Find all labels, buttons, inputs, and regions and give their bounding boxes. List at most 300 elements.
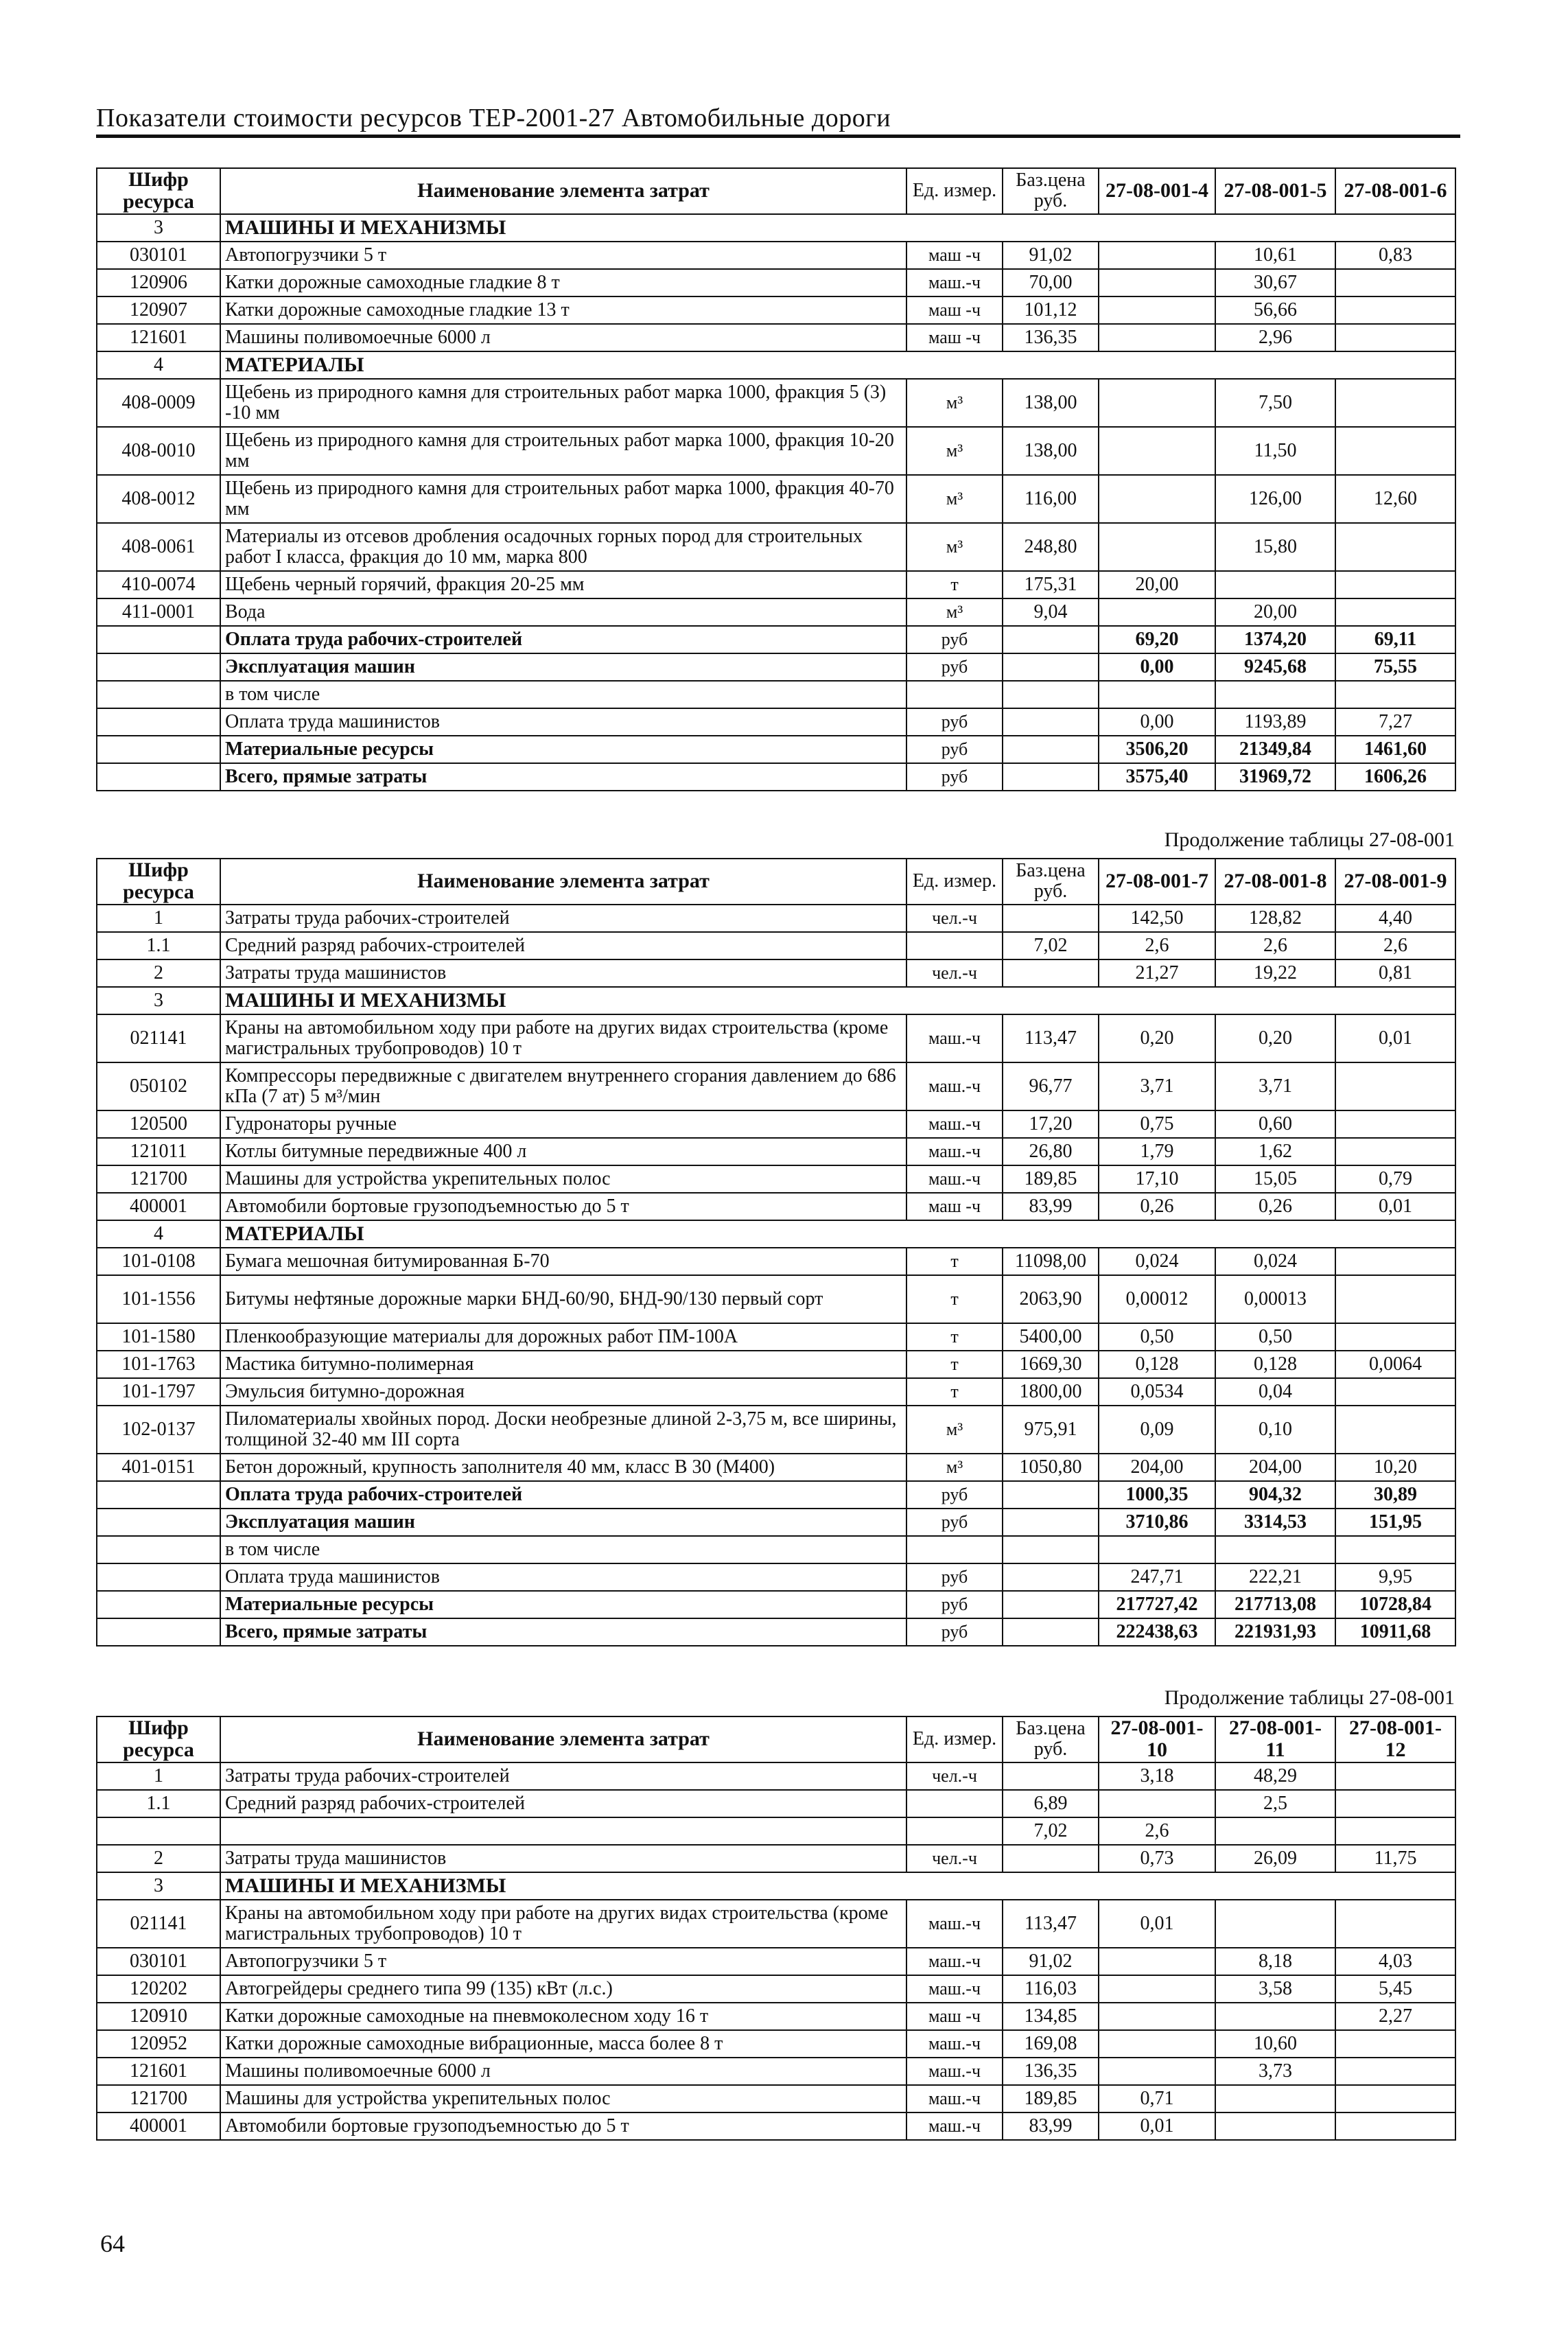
table-row	[97, 1275, 1455, 1323]
row-value-2: 0,024	[1215, 1248, 1335, 1275]
row-name: Бумага мешочная битумированная Б-70	[220, 1248, 906, 1275]
row-value-3	[1335, 1275, 1455, 1323]
section-row	[97, 987, 1455, 1014]
table-row	[97, 905, 1455, 932]
row-name: Автопогрузчики 5 т	[220, 1948, 906, 1975]
row-unit: м³	[906, 379, 1003, 427]
row-value-3: 2,27	[1335, 2003, 1455, 2030]
row-value-2: 0,10	[1215, 1406, 1335, 1454]
row-value-3	[1335, 1790, 1455, 1817]
row-name: Катки дорожные самоходные на пневмоколесном ходу 16 т	[220, 2003, 906, 2030]
row-value-1: 0,0534	[1099, 1378, 1215, 1406]
header-name: Наименование элемента затрат	[220, 859, 906, 905]
summary-value-3: 9,95	[1335, 1563, 1455, 1591]
row-value-1: 0,50	[1099, 1323, 1215, 1351]
summary-name: Эксплуатация машин	[220, 653, 906, 681]
row-unit: маш.-ч	[906, 269, 1003, 296]
row-value-3: 0,83	[1335, 242, 1455, 269]
row-code: 408-0061	[97, 523, 220, 571]
header-unit: Ед. измер.	[906, 1716, 1003, 1762]
row-value-1: 0,024	[1099, 1248, 1215, 1275]
summary-row	[97, 1536, 1455, 1563]
table-row	[97, 2112, 1455, 2140]
summary-name: Оплата труда машинистов	[220, 1563, 906, 1591]
summary-value-1: 1000,35	[1099, 1481, 1215, 1509]
row-code: 4	[97, 351, 220, 379]
row-unit: м³	[906, 427, 1003, 475]
row-value-2: 2,6	[1215, 932, 1335, 959]
summary-name: Всего, прямые затраты	[220, 1618, 906, 1646]
row-price: 134,85	[1003, 2003, 1099, 2030]
summary-row	[97, 1618, 1455, 1646]
summary-code	[97, 681, 220, 708]
row-price: 975,91	[1003, 1406, 1099, 1454]
row-value-2: 0,60	[1215, 1110, 1335, 1138]
row-value-2: 56,66	[1215, 296, 1335, 324]
table-row	[97, 1762, 1455, 1790]
row-code: 410-0074	[97, 571, 220, 598]
section-title: МАШИНЫ И МЕХАНИЗМЫ	[220, 1872, 1455, 1900]
summary-unit: руб	[906, 763, 1003, 791]
summary-unit: руб	[906, 1509, 1003, 1536]
row-code: 050102	[97, 1062, 220, 1110]
table-row	[97, 1900, 1455, 1948]
summary-price	[1003, 681, 1099, 708]
row-price: 101,12	[1003, 296, 1099, 324]
row-value-1: 0,09	[1099, 1406, 1215, 1454]
row-value-3: 0,0064	[1335, 1351, 1455, 1378]
row-code: 120202	[97, 1975, 220, 2003]
row-code: 3	[97, 214, 220, 242]
row-price: 116,03	[1003, 1975, 1099, 2003]
row-unit: маш.-ч	[906, 1110, 1003, 1138]
summary-name: Всего, прямые затраты	[220, 763, 906, 791]
row-value-3	[1335, 523, 1455, 571]
row-price	[1003, 959, 1099, 987]
row-value-3: 5,45	[1335, 1975, 1455, 2003]
header-row	[97, 168, 1455, 214]
table-row	[97, 959, 1455, 987]
row-name: Автогрейдеры среднего типа 99 (135) кВт (л.с.)	[220, 1975, 906, 2003]
row-code: 102-0137	[97, 1406, 220, 1454]
row-value-1: 0,75	[1099, 1110, 1215, 1138]
row-value-3: 4,40	[1335, 905, 1455, 932]
row-code	[97, 1817, 220, 1845]
row-name: Катки дорожные самоходные вибрационные, масса более 8 т	[220, 2030, 906, 2058]
row-value-3	[1335, 1062, 1455, 1110]
row-price: 169,08	[1003, 2030, 1099, 2058]
row-value-2	[1215, 571, 1335, 598]
summary-value-1: 222438,63	[1099, 1618, 1215, 1646]
header-row	[97, 859, 1455, 905]
row-value-1	[1099, 427, 1215, 475]
table-row	[97, 2085, 1455, 2112]
row-code: 121700	[97, 2085, 220, 2112]
row-value-2: 48,29	[1215, 1762, 1335, 1790]
row-code: 3	[97, 987, 220, 1014]
row-value-1	[1099, 2003, 1215, 2030]
summary-price	[1003, 1618, 1099, 1646]
row-value-3: 0,81	[1335, 959, 1455, 987]
row-value-1	[1099, 523, 1215, 571]
page-number: 64	[100, 2230, 125, 2257]
row-value-3	[1335, 1378, 1455, 1406]
row-value-3	[1335, 1323, 1455, 1351]
summary-code	[97, 736, 220, 763]
header-unit: Ед. измер.	[906, 859, 1003, 905]
row-value-1	[1099, 296, 1215, 324]
summary-unit: руб	[906, 708, 1003, 736]
table-row	[97, 523, 1455, 571]
table-row	[97, 427, 1455, 475]
summary-unit: руб	[906, 1481, 1003, 1509]
row-code: 120500	[97, 1110, 220, 1138]
summary-name: в том числе	[220, 1536, 906, 1563]
row-unit: м³	[906, 475, 1003, 523]
row-value-3	[1335, 427, 1455, 475]
row-value-2: 30,67	[1215, 269, 1335, 296]
row-price: 83,99	[1003, 2112, 1099, 2140]
row-code: 101-1556	[97, 1275, 220, 1323]
row-unit: маш -ч	[906, 296, 1003, 324]
row-value-1	[1099, 269, 1215, 296]
row-unit: маш.-ч	[906, 1900, 1003, 1948]
row-code: 101-1580	[97, 1323, 220, 1351]
row-value-3	[1335, 1817, 1455, 1845]
summary-value-2: 9245,68	[1215, 653, 1335, 681]
row-value-3: 4,03	[1335, 1948, 1455, 1975]
row-name: Машины для устройства укрепительных полос	[220, 1165, 906, 1193]
row-unit: т	[906, 1323, 1003, 1351]
row-price: 2063,90	[1003, 1275, 1099, 1323]
table-row	[97, 1138, 1455, 1165]
header-norm-3: 27-08-001-6	[1335, 168, 1455, 214]
summary-price	[1003, 1509, 1099, 1536]
row-price: 136,35	[1003, 2058, 1099, 2085]
summary-value-1: 247,71	[1099, 1563, 1215, 1591]
row-name: Щебень из природного камня для строительных работ марка 1000, фракция 10-20 мм	[220, 427, 906, 475]
table-row	[97, 1817, 1455, 1845]
row-code: 120910	[97, 2003, 220, 2030]
row-code: 4	[97, 1220, 220, 1248]
summary-name: Эксплуатация машин	[220, 1509, 906, 1536]
row-unit: чел.-ч	[906, 1762, 1003, 1790]
summary-value-2: 31969,72	[1215, 763, 1335, 791]
summary-value-2: 1193,89	[1215, 708, 1335, 736]
summary-unit: руб	[906, 1563, 1003, 1591]
table-row	[97, 932, 1455, 959]
row-value-2	[1215, 2003, 1335, 2030]
summary-unit: руб	[906, 653, 1003, 681]
summary-value-3: 30,89	[1335, 1481, 1455, 1509]
section-title: МАШИНЫ И МЕХАНИЗМЫ	[220, 214, 1455, 242]
row-unit: маш.-ч	[906, 1948, 1003, 1975]
row-value-2: 15,05	[1215, 1165, 1335, 1193]
row-name: Автопогрузчики 5 т	[220, 242, 906, 269]
summary-value-2: 221931,93	[1215, 1618, 1335, 1646]
summary-code	[97, 763, 220, 791]
summary-value-1: 3575,40	[1099, 763, 1215, 791]
row-code: 120952	[97, 2030, 220, 2058]
row-unit	[906, 932, 1003, 959]
row-name: Гудронаторы ручные	[220, 1110, 906, 1138]
resource-table-3	[96, 1716, 1456, 2141]
row-value-1: 2,6	[1099, 932, 1215, 959]
row-price: 138,00	[1003, 379, 1099, 427]
row-value-2: 3,73	[1215, 2058, 1335, 2085]
row-price: 83,99	[1003, 1193, 1099, 1220]
row-unit: маш -ч	[906, 324, 1003, 351]
resource-table-1	[96, 167, 1456, 791]
summary-value-1: 0,00	[1099, 653, 1215, 681]
row-unit	[906, 1817, 1003, 1845]
row-value-1	[1099, 1948, 1215, 1975]
row-value-3: 2,6	[1335, 932, 1455, 959]
row-price: 248,80	[1003, 523, 1099, 571]
row-code: 030101	[97, 1948, 220, 1975]
row-value-2: 20,00	[1215, 598, 1335, 626]
row-unit: маш.-ч	[906, 1165, 1003, 1193]
summary-price	[1003, 736, 1099, 763]
summary-value-3: 10911,68	[1335, 1618, 1455, 1646]
summary-value-3: 69,11	[1335, 626, 1455, 653]
summary-unit	[906, 1536, 1003, 1563]
table-row	[97, 1790, 1455, 1817]
summary-value-1: 3710,86	[1099, 1509, 1215, 1536]
row-price: 113,47	[1003, 1014, 1099, 1062]
summary-value-3: 75,55	[1335, 653, 1455, 681]
row-value-3	[1335, 2030, 1455, 2058]
row-name: Машины поливомоечные 6000 л	[220, 2058, 906, 2085]
row-name: Пиломатериалы хвойных пород. Доски необрезные длиной 2-3,75 м, все ширины, толщиной 32-40 мм III сорта	[220, 1406, 906, 1454]
row-price: 113,47	[1003, 1900, 1099, 1948]
row-value-1	[1099, 1975, 1215, 2003]
table-row	[97, 1454, 1455, 1481]
summary-unit: руб	[906, 626, 1003, 653]
summary-name: в том числе	[220, 681, 906, 708]
row-price: 136,35	[1003, 324, 1099, 351]
summary-row	[97, 1509, 1455, 1536]
header-price: Баз.цена руб.	[1003, 168, 1099, 214]
row-value-1: 0,71	[1099, 2085, 1215, 2112]
row-unit: маш.-ч	[906, 1014, 1003, 1062]
summary-unit: руб	[906, 736, 1003, 763]
row-code: 121601	[97, 2058, 220, 2085]
row-value-2: 0,20	[1215, 1014, 1335, 1062]
row-price: 116,00	[1003, 475, 1099, 523]
row-name: Бетон дорожный, крупность заполнителя 40 мм, класс В 30 (М400)	[220, 1454, 906, 1481]
continuation-note-1: Продолжение таблицы 27-08-001	[1164, 828, 1455, 851]
row-unit: т	[906, 1248, 1003, 1275]
summary-price	[1003, 1563, 1099, 1591]
table-row	[97, 2003, 1455, 2030]
row-name: Битумы нефтяные дорожные марки БНД-60/90, БНД-90/130 первый сорт	[220, 1275, 906, 1323]
row-value-3	[1335, 324, 1455, 351]
row-value-3	[1335, 1900, 1455, 1948]
header-norm-2: 27-08-001-8	[1215, 859, 1335, 905]
table-row	[97, 598, 1455, 626]
summary-value-2: 1374,20	[1215, 626, 1335, 653]
header-rule	[96, 135, 1460, 138]
header-name: Наименование элемента затрат	[220, 168, 906, 214]
row-code: 3	[97, 1872, 220, 1900]
row-name: Эмульсия битумно-дорожная	[220, 1378, 906, 1406]
row-price: 1669,30	[1003, 1351, 1099, 1378]
header-unit: Ед. измер.	[906, 168, 1003, 214]
row-value-2: 11,50	[1215, 427, 1335, 475]
row-code: 121011	[97, 1138, 220, 1165]
row-value-3: 0,01	[1335, 1014, 1455, 1062]
row-code: 101-1797	[97, 1378, 220, 1406]
row-value-1: 204,00	[1099, 1454, 1215, 1481]
row-name: Материалы из отсевов дробления осадочных горных пород для строительных работ I класса, фракция до 10 мм, марка 800	[220, 523, 906, 571]
header-price: Баз.цена руб.	[1003, 1716, 1099, 1762]
row-value-2: 0,26	[1215, 1193, 1335, 1220]
summary-value-2: 904,32	[1215, 1481, 1335, 1509]
row-unit: т	[906, 571, 1003, 598]
row-name: Средний разряд рабочих-строителей	[220, 1790, 906, 1817]
row-name: Автомобили бортовые грузоподъемностью до 5 т	[220, 2112, 906, 2140]
continuation-note-2: Продолжение таблицы 27-08-001	[1164, 1686, 1455, 1709]
row-value-1: 0,01	[1099, 1900, 1215, 1948]
row-price: 91,02	[1003, 242, 1099, 269]
row-unit: маш.-ч	[906, 1062, 1003, 1110]
summary-price	[1003, 653, 1099, 681]
row-value-2: 8,18	[1215, 1948, 1335, 1975]
row-name: Затраты труда машинистов	[220, 959, 906, 987]
row-value-2: 0,128	[1215, 1351, 1335, 1378]
row-value-1: 3,18	[1099, 1762, 1215, 1790]
summary-value-3	[1335, 1536, 1455, 1563]
row-name: Машины для устройства укрепительных полос	[220, 2085, 906, 2112]
summary-value-1	[1099, 681, 1215, 708]
table-row	[97, 1014, 1455, 1062]
table-row	[97, 2058, 1455, 2085]
table-row	[97, 1248, 1455, 1275]
summary-name: Оплата труда рабочих-строителей	[220, 1481, 906, 1509]
section-row	[97, 1872, 1455, 1900]
row-name: Вода	[220, 598, 906, 626]
summary-unit: руб	[906, 1591, 1003, 1618]
table-row	[97, 1165, 1455, 1193]
row-unit: м³	[906, 1454, 1003, 1481]
row-price: 9,04	[1003, 598, 1099, 626]
row-value-2: 10,60	[1215, 2030, 1335, 2058]
table-3-container	[96, 1716, 1455, 2141]
row-value-2	[1215, 2085, 1335, 2112]
table-row	[97, 1062, 1455, 1110]
row-unit: маш.-ч	[906, 2112, 1003, 2140]
table-row	[97, 1975, 1455, 2003]
summary-value-1: 0,00	[1099, 708, 1215, 736]
header-norm-1: 27-08-001-4	[1099, 168, 1215, 214]
row-name: Котлы битумные передвижные 400 л	[220, 1138, 906, 1165]
row-code: 121601	[97, 324, 220, 351]
header-norm-2: 27-08-001-5	[1215, 168, 1335, 214]
row-code: 400001	[97, 1193, 220, 1220]
row-unit: маш -ч	[906, 1193, 1003, 1220]
row-name: Пленкообразующие материалы для дорожных работ ПМ-100А	[220, 1323, 906, 1351]
row-code: 101-1763	[97, 1351, 220, 1378]
row-code: 120907	[97, 296, 220, 324]
row-value-3: 11,75	[1335, 1845, 1455, 1872]
row-value-1: 0,128	[1099, 1351, 1215, 1378]
row-value-3	[1335, 1248, 1455, 1275]
row-value-1: 0,20	[1099, 1014, 1215, 1062]
row-value-3	[1335, 1110, 1455, 1138]
row-code: 2	[97, 959, 220, 987]
summary-price	[1003, 1591, 1099, 1618]
summary-value-1: 69,20	[1099, 626, 1215, 653]
row-price: 26,80	[1003, 1138, 1099, 1165]
summary-code	[97, 653, 220, 681]
row-price: 189,85	[1003, 1165, 1099, 1193]
summary-value-3: 151,95	[1335, 1509, 1455, 1536]
page-header: Показатели стоимости ресурсов ТЕР-2001-27 Автомобильные дороги	[96, 104, 891, 132]
row-value-1: 0,26	[1099, 1193, 1215, 1220]
row-unit: т	[906, 1275, 1003, 1323]
table-1-container	[96, 167, 1455, 791]
row-value-3: 12,60	[1335, 475, 1455, 523]
summary-value-3	[1335, 681, 1455, 708]
summary-value-3: 1461,60	[1335, 736, 1455, 763]
summary-name: Материальные ресурсы	[220, 736, 906, 763]
row-value-1	[1099, 475, 1215, 523]
row-value-3	[1335, 1138, 1455, 1165]
table-row	[97, 379, 1455, 427]
row-value-1	[1099, 2030, 1215, 2058]
row-value-2: 1,62	[1215, 1138, 1335, 1165]
header-norm-1: 27-08-001-10	[1099, 1716, 1215, 1762]
header-norm-1: 27-08-001-7	[1099, 859, 1215, 905]
summary-code	[97, 1591, 220, 1618]
row-price: 91,02	[1003, 1948, 1099, 1975]
summary-value-2	[1215, 681, 1335, 708]
row-code: 408-0010	[97, 427, 220, 475]
row-value-3	[1335, 296, 1455, 324]
summary-value-2: 217713,08	[1215, 1591, 1335, 1618]
table-row	[97, 475, 1455, 523]
row-value-2	[1215, 2112, 1335, 2140]
summary-code	[97, 1563, 220, 1591]
section-title: МАТЕРИАЛЫ	[220, 1220, 1455, 1248]
summary-name: Оплата труда рабочих-строителей	[220, 626, 906, 653]
summary-price	[1003, 1536, 1099, 1563]
row-code: 120906	[97, 269, 220, 296]
row-value-1	[1099, 324, 1215, 351]
row-code: 1	[97, 905, 220, 932]
row-value-3	[1335, 269, 1455, 296]
summary-row	[97, 681, 1455, 708]
table-row	[97, 1110, 1455, 1138]
row-code: 411-0001	[97, 598, 220, 626]
row-unit: маш.-ч	[906, 1975, 1003, 2003]
header-norm-2: 27-08-001-11	[1215, 1716, 1335, 1762]
row-code: 121700	[97, 1165, 220, 1193]
summary-unit	[906, 681, 1003, 708]
header-code: Шифр ресурса	[97, 168, 220, 214]
row-value-3	[1335, 379, 1455, 427]
row-unit: маш.-ч	[906, 2058, 1003, 2085]
row-value-3	[1335, 2112, 1455, 2140]
summary-code	[97, 1509, 220, 1536]
row-value-1: 20,00	[1099, 571, 1215, 598]
row-unit: чел.-ч	[906, 1845, 1003, 1872]
row-value-1	[1099, 2058, 1215, 2085]
summary-row	[97, 1563, 1455, 1591]
row-value-1: 21,27	[1099, 959, 1215, 987]
summary-code	[97, 626, 220, 653]
